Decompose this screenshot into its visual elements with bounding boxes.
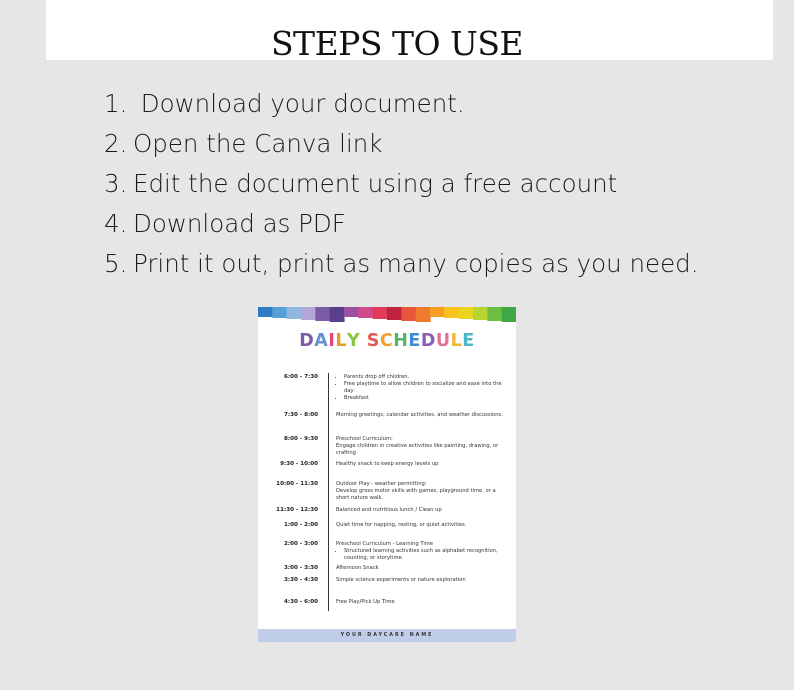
step-number: 5. [104,249,128,278]
schedule-line: Free Play/Pick Up Time [336,599,395,605]
schedule-description [336,436,506,457]
title-letter: E [408,331,421,351]
rainbow-stripe [444,307,459,318]
step-item [104,84,699,124]
step-number: 3. [104,169,128,198]
schedule-description [336,565,506,572]
title-letter: L [335,331,347,351]
rainbow-stripe [430,307,445,317]
rainbow-stripe [358,307,373,318]
schedule-line: Outdoor Play - weather permitting: [336,481,427,487]
schedule-description [336,461,506,468]
title-letter: D [299,331,315,351]
timeline-divider [328,373,329,611]
title-letter: U [435,331,451,351]
daycare-name-footer: YOUR DAYCARE NAME [258,629,516,642]
schedule-time: 8:00 - 9:30 [283,436,318,442]
schedule-line: Healthy snack to keep energy levels up [336,461,439,467]
step-text: Edit the document using a free account [133,169,618,198]
rainbow-stripe [258,307,273,317]
rainbow-stripe [330,307,345,322]
schedule-time: 11:30 - 12:30 [276,507,318,513]
schedule-time: 2:00 - 3:00 [283,541,318,547]
schedule-line: Preschool Curriculum: [336,436,393,442]
rainbow-stripe [315,307,330,321]
schedule-description [336,481,506,502]
title-letter: A [314,331,329,351]
title-letter: C [379,331,394,351]
schedule-line: Preschool Curriculum - Learning Time [336,541,434,547]
schedule-line: Simple science experiments or nature exploration [336,577,466,583]
title-letter: E [462,331,475,351]
schedule-time: 1:00 - 2:00 [283,522,318,528]
schedule-line: Balanced and nutritious lunch / Clean up [336,507,442,513]
rainbow-stripe [373,307,388,319]
schedule-time: 9:30 - 10:00 [280,461,318,467]
schedule-time: 6:00 - 7:30 [283,374,318,380]
schedule-line: Quiet time for napping, resting, or quiet activities. [336,522,467,528]
rainbow-stripe [459,307,474,319]
schedule-time: 3:00 - 3:30 [283,565,318,571]
title-letter: I [328,331,336,351]
rainbow-stripe [387,307,402,320]
rainbow-stripe [272,307,287,318]
schedule-bullet: • Structured learning activities such as alphabet recognition, counting, or storytime. [344,548,506,562]
schedule-preview [258,307,516,642]
rainbow-stripe [502,307,516,322]
schedule-line: Afternoon Snack [336,565,379,571]
step-text: Open the Canva link [133,129,383,158]
title-letter: D [420,331,436,351]
title-letter [360,331,367,351]
rainbow-stripe [344,307,359,317]
title-letter: H [393,331,409,351]
schedule-bullet: • Breakfast [344,395,506,402]
schedule-description [336,507,506,514]
rainbow-banner [258,307,516,325]
schedule-line: Morning greetings, calendar activities, and weather discussions. [336,412,503,418]
schedule-description [336,412,506,419]
step-text: Download as PDF [133,209,346,238]
step-item [104,164,699,204]
schedule-title [258,331,516,351]
schedule-description [336,541,506,562]
step-item [104,124,699,164]
rainbow-stripe [487,307,502,321]
schedule-time: 4:30 - 6:00 [283,599,318,605]
step-item [104,204,699,244]
schedule-line: Develop gross motor skills with games, playground time, or a short nature walk. [336,488,496,501]
step-text: Download your document. [133,89,465,118]
schedule-bullet: • Parents drop off children. [344,374,506,381]
schedule-description [336,522,506,529]
schedule-description [336,577,506,584]
schedule-description [336,599,506,606]
rainbow-stripe [473,307,488,320]
page-title: STEPS TO USE [270,24,524,63]
rainbow-stripe [416,307,431,322]
schedule-bullet: • Free playtime to allow children to socialize and ease into the day [344,381,506,395]
schedule-line: Engage children in creative activities like painting, drawing, or crafting [336,443,499,456]
title-letter: Y [347,331,361,351]
title-letter: S [366,331,380,351]
rainbow-stripe [287,307,302,319]
schedule-time: 7:30 - 8:00 [283,412,318,418]
schedule-time: 3:30 - 4:30 [283,577,318,583]
steps-list [104,84,699,284]
schedule-description [336,374,506,402]
schedule-time: 10:00 - 11:30 [276,481,318,487]
rainbow-stripe [301,307,316,320]
rainbow-stripe [401,307,416,321]
step-item [104,244,699,284]
title-letter: L [450,331,463,351]
step-number: 2. [104,129,128,158]
step-text: Print it out, print as many copies as you need. [133,249,699,278]
step-number: 4. [104,209,128,238]
step-number: 1. [104,89,128,118]
